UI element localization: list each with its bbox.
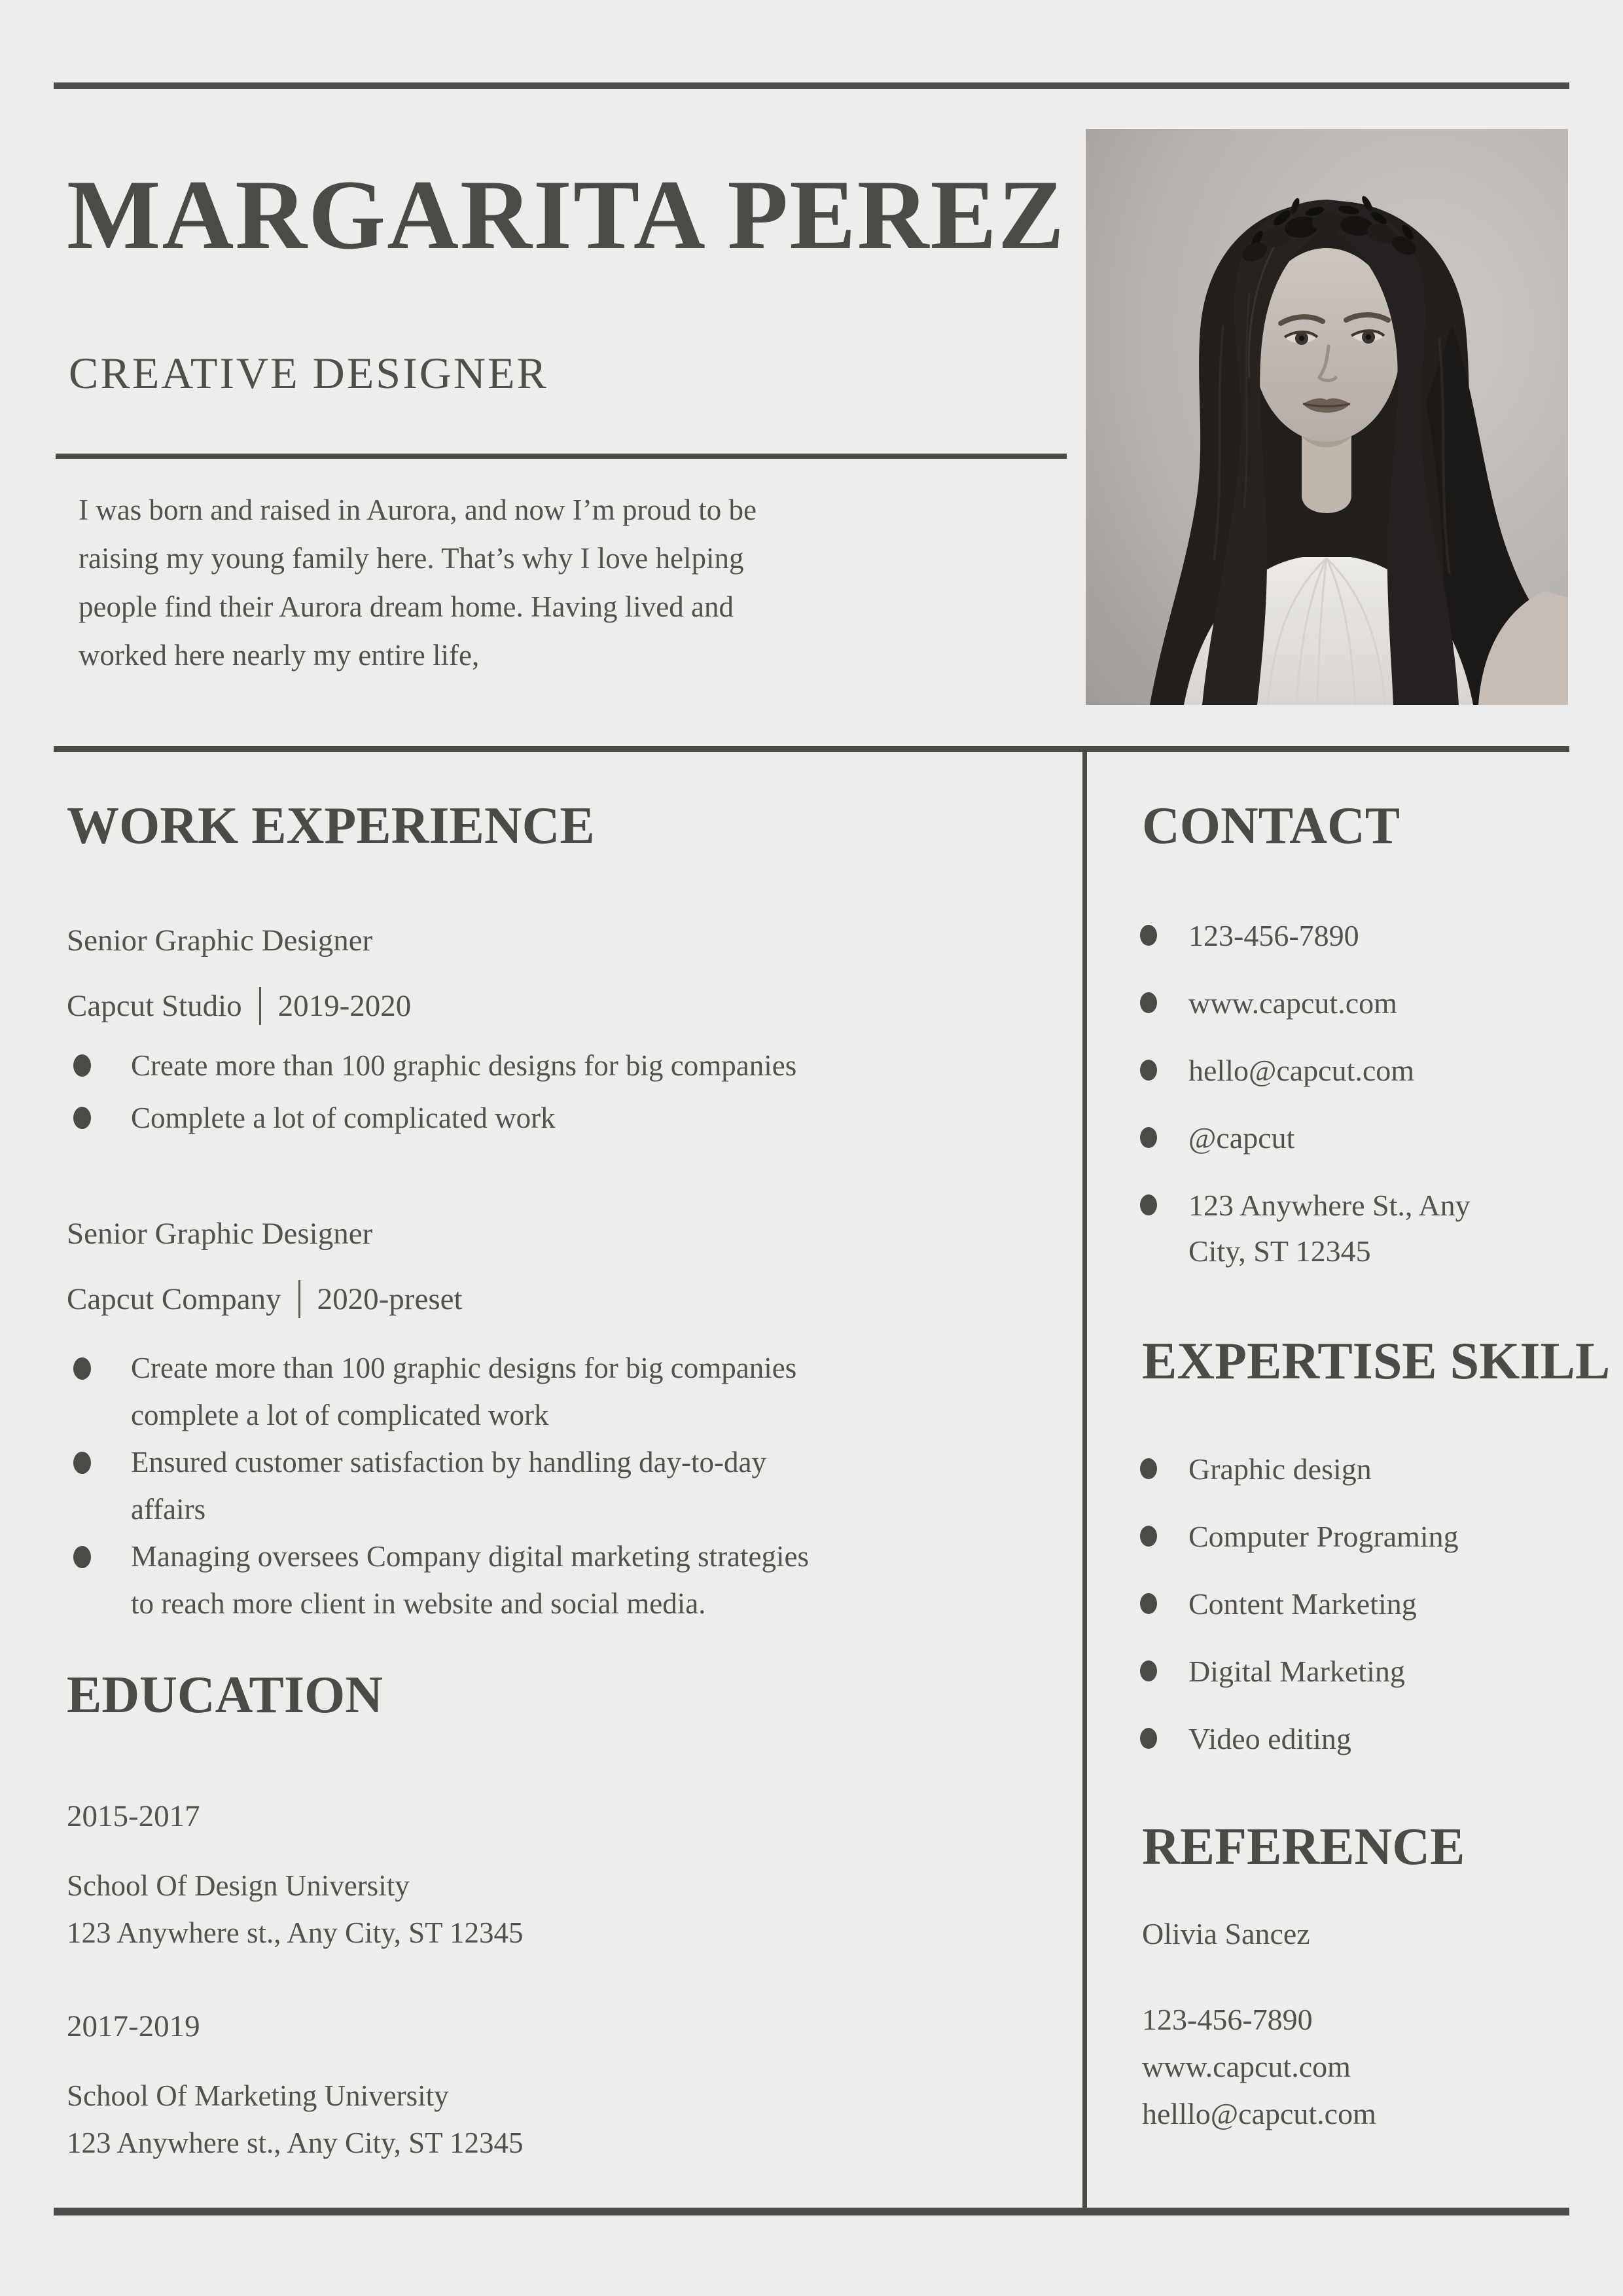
bullet-dot-icon [73, 1054, 91, 1077]
bio-line: raising my young family here. That’s why I love helping [79, 542, 744, 575]
bullet-dot-icon [1140, 925, 1157, 946]
contact-line: www.capcut.com [1188, 986, 1397, 1020]
reference-section [1137, 1818, 1570, 2138]
education-heading: EDUCATION [67, 1666, 383, 1724]
job-bullet-list [67, 1041, 1020, 1142]
education-school: School Of Design University [67, 1869, 410, 1902]
bullet-text [1188, 1446, 1372, 1492]
education-entry [67, 2072, 1020, 2166]
bullet-dot-icon [73, 1107, 91, 1129]
bullet-text [131, 1439, 766, 1533]
side-column [1137, 747, 1611, 2138]
reference-heading: REFERENCE [1142, 1818, 1465, 1876]
bullet-line: Complete a lot of complicated work [131, 1102, 556, 1134]
bullet-line: Managing oversees Company digital marketing strategies [131, 1540, 809, 1573]
bio-line: worked here nearly my entire life, [79, 639, 480, 672]
contact-section [1137, 797, 1570, 1274]
bullet-line: affairs [131, 1493, 206, 1526]
contact-item-email [1137, 1048, 1570, 1094]
bullet-text [1188, 913, 1359, 959]
reference-website: www.capcut.com [1142, 2050, 1351, 2083]
bullet-dot-icon [73, 1452, 91, 1474]
skill-label: Video editing [1188, 1722, 1351, 1755]
column-divider [1082, 746, 1087, 2215]
bullet-line: to reach more client in website and social media. [131, 1587, 706, 1620]
bullet-text [1188, 980, 1397, 1026]
contact-line: 123 Anywhere St., Any [1188, 1189, 1471, 1222]
skill-item [1137, 1581, 1570, 1627]
bullet-text [1188, 1716, 1351, 1762]
skill-item [1137, 1716, 1570, 1762]
person-job-title: CREATIVE DESIGNER [69, 348, 548, 398]
bullet-dot-icon [1140, 1593, 1157, 1614]
contact-item-website [1137, 980, 1570, 1026]
work-experience-section [67, 797, 1020, 1627]
main-column [67, 747, 1020, 2166]
company-period-separator [259, 987, 261, 1025]
contact-line: hello@capcut.com [1188, 1054, 1415, 1087]
bullet-line: complete a lot of complicated work [131, 1399, 549, 1431]
page-title: MARGARITA PEREZ [67, 160, 1066, 270]
education-address: 123 Anywhere st., Any City, ST 12345 [67, 2126, 524, 2159]
skill-list [1137, 1446, 1570, 1762]
top-rule [54, 82, 1569, 89]
education-address: 123 Anywhere st., Any City, ST 12345 [67, 1916, 524, 1949]
skill-label: Computer Programing [1188, 1520, 1459, 1553]
bullet-dot-icon [1140, 1526, 1157, 1547]
reference-phone: 123-456-7890 [1142, 2003, 1313, 2036]
work-experience-heading: WORK EXPERIENCE [67, 797, 595, 855]
education-period: 2017-2019 [67, 2009, 200, 2043]
bullet-dot-icon [1140, 1127, 1157, 1148]
list-item [67, 1094, 1020, 1142]
bullet-dot-icon [1140, 1060, 1157, 1081]
bullet-text [1188, 1183, 1471, 1274]
subtitle-rule [56, 454, 1067, 459]
job-period: 2019-2020 [277, 989, 412, 1023]
bullet-text [1188, 1115, 1294, 1161]
skill-label: Content Marketing [1188, 1587, 1417, 1621]
job-meta [67, 986, 1020, 1026]
contact-line: City, ST 12345 [1188, 1234, 1371, 1268]
reference-details [1142, 1996, 1570, 2138]
job-meta [67, 1280, 1020, 1319]
contact-line: @capcut [1188, 1121, 1295, 1155]
bullet-dot-icon [1140, 1194, 1157, 1215]
contact-item-social [1137, 1115, 1570, 1161]
bullet-text [131, 1041, 796, 1090]
bullet-text [1188, 1048, 1414, 1094]
bullet-line: Ensured customer satisfaction by handling day-to-day [131, 1446, 766, 1479]
job-bullet-list [67, 1344, 1020, 1627]
education-period: 2015-2017 [67, 1799, 200, 1833]
bullet-text [131, 1533, 809, 1627]
bullet-dot-icon [73, 1546, 91, 1568]
bullet-dot-icon [1140, 1728, 1157, 1749]
contact-list [1137, 913, 1570, 1274]
bullet-dot-icon [73, 1357, 91, 1380]
bullet-text [1188, 1649, 1405, 1695]
skill-label: Digital Marketing [1188, 1655, 1405, 1688]
expertise-heading: EXPERTISE SKILL [1142, 1333, 1611, 1390]
skill-label: Graphic design [1188, 1452, 1372, 1486]
bullet-dot-icon [1140, 1660, 1157, 1681]
reference-email: helllo@capcut.com [1142, 2097, 1376, 2130]
expertise-section [1137, 1333, 1611, 1762]
job-company: Capcut Studio [67, 989, 242, 1023]
contact-heading: CONTACT [1142, 797, 1400, 855]
portrait-photo [1086, 129, 1568, 705]
bullet-line: Create more than 100 graphic designs for big companies [131, 1352, 797, 1384]
skill-item [1137, 1446, 1570, 1492]
bio-paragraph [79, 486, 995, 679]
education-entry [67, 1862, 1020, 1956]
list-item [67, 1344, 1020, 1439]
list-item [67, 1041, 1020, 1090]
bullet-text [131, 1344, 796, 1439]
job-period: 2020-preset [317, 1282, 463, 1316]
education-school: School Of Marketing University [67, 2079, 449, 2112]
job-title: Senior Graphic Designer [67, 1217, 373, 1251]
education-section [67, 1666, 1020, 2166]
reference-name: Olivia Sancez [1142, 1917, 1310, 1950]
list-item [67, 1439, 1020, 1533]
contact-item-address [1137, 1183, 1570, 1274]
company-period-separator [298, 1280, 300, 1318]
job-title: Senior Graphic Designer [67, 924, 373, 958]
bullet-text [1188, 1581, 1417, 1627]
skill-item [1137, 1514, 1570, 1560]
woman-flower-crown-portrait-illustration [1086, 129, 1568, 705]
skill-item [1137, 1649, 1570, 1695]
bottom-rule [54, 2208, 1569, 2215]
bio-line: people find their Aurora dream home. Having lived and [79, 590, 734, 623]
bullet-text [131, 1094, 556, 1142]
bullet-dot-icon [1140, 992, 1157, 1013]
bullet-line: Create more than 100 graphic designs for big companies [131, 1049, 797, 1082]
bullet-dot-icon [1140, 1458, 1157, 1479]
bio-line: I was born and raised in Aurora, and now I’m proud to be [79, 493, 757, 526]
contact-item-phone [1137, 913, 1570, 959]
job-company: Capcut Company [67, 1282, 281, 1316]
list-item [67, 1533, 1020, 1627]
bullet-text [1188, 1514, 1459, 1560]
contact-line: 123-456-7890 [1188, 919, 1359, 952]
